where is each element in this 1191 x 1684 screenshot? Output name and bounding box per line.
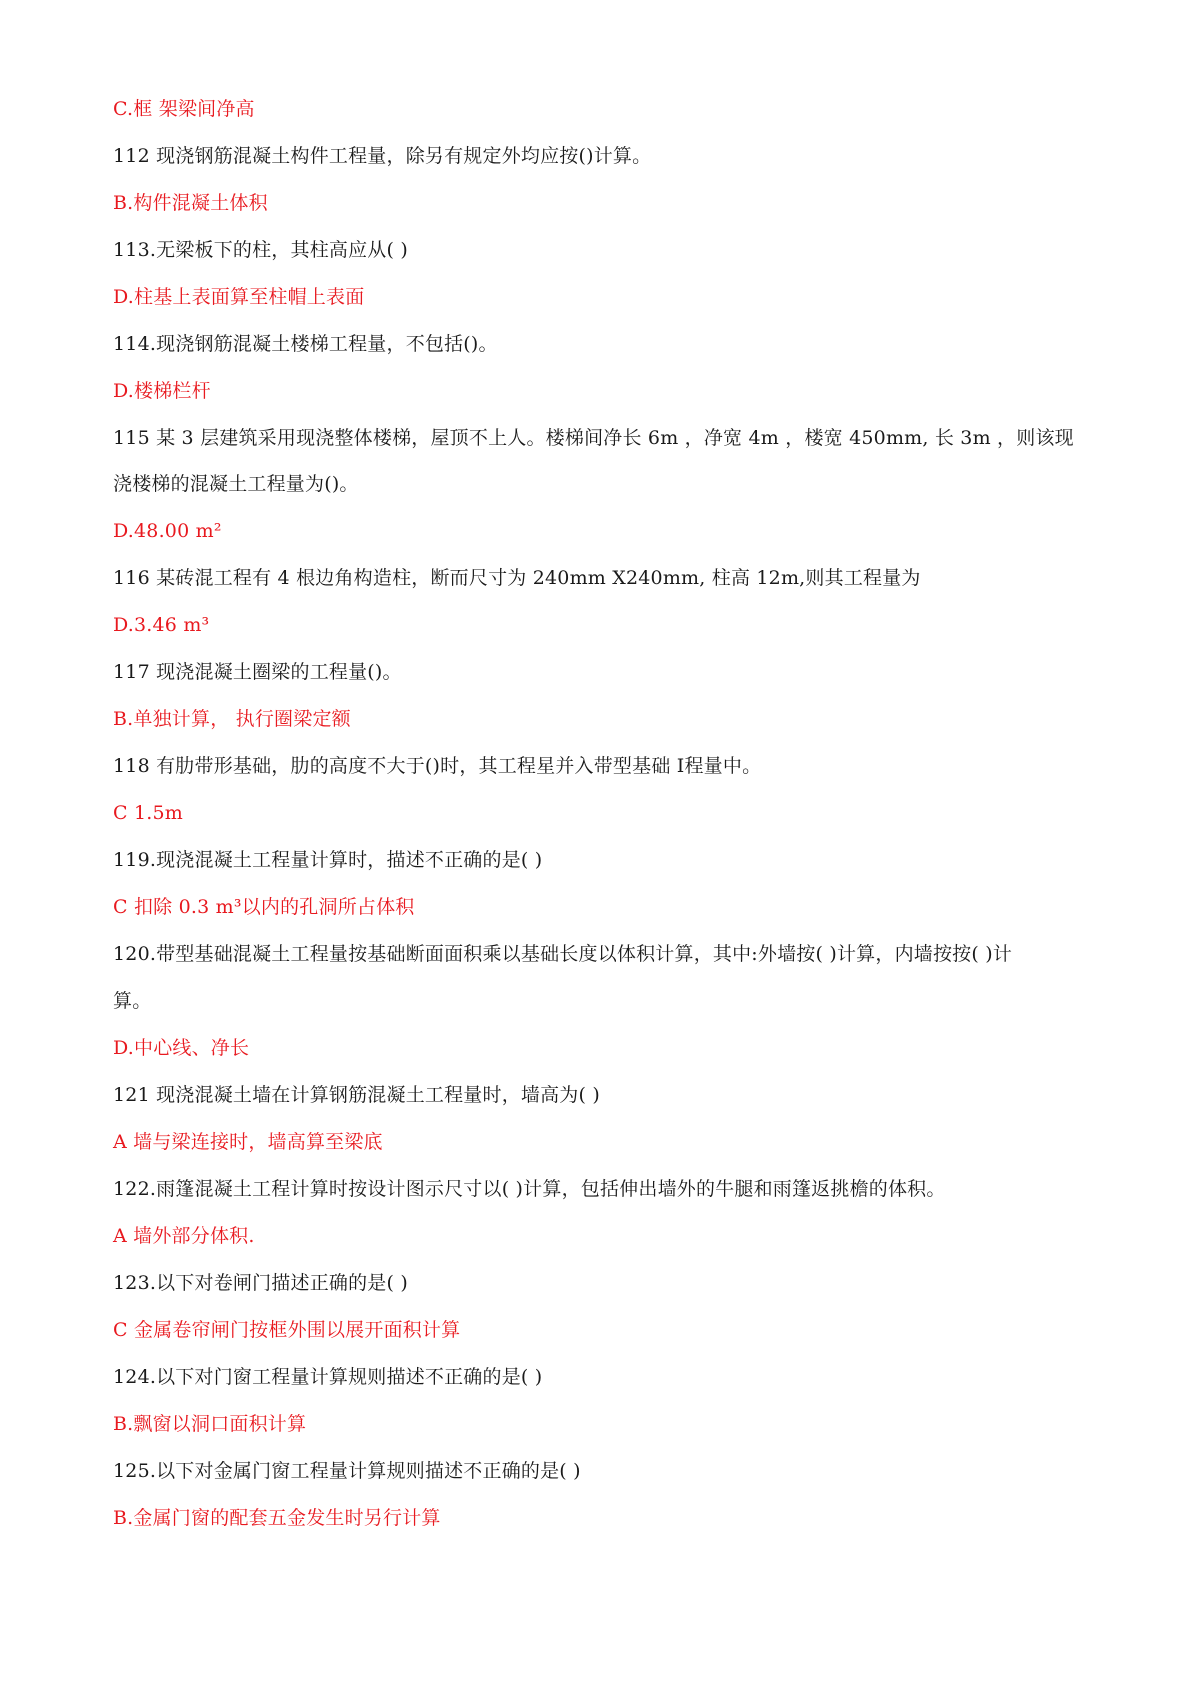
answer-line: C 金属卷帘闸门按框外围以展开面积计算: [113, 1319, 461, 1341]
answer-line: D.中心线、净长: [113, 1037, 250, 1059]
question-line: 114.现浇钢筋混凝土楼梯工程量，不包括()。: [113, 333, 498, 355]
answer-line: A 墙外部分体积.: [113, 1225, 255, 1247]
answer-line: B.构件混凝土体积: [113, 192, 268, 214]
answer-line: B.金属门窗的配套五金发生时另行计算: [113, 1507, 441, 1529]
answer-line: C 1.5m: [113, 802, 184, 824]
answer-line: B.单独计算， 执行圈梁定额: [113, 708, 351, 730]
question-line: 118 有肋带形基础，肋的高度不大于()时，其工程星并入带型基础 I程量中。: [113, 755, 762, 777]
answer-line: D.48.00 m²: [113, 520, 222, 542]
question-line-continued: 浇楼梯的混凝土工程量为()。: [113, 473, 359, 495]
answer-line: A 墙与梁连接时，墙高算至梁底: [113, 1131, 383, 1153]
question-line: 124.以下对门窗工程量计算规则描述不正确的是( ): [113, 1366, 543, 1388]
answer-line: D.楼梯栏杆: [113, 380, 211, 402]
question-line: 115 某 3 层建筑采用现浇整体楼梯，屋顶不上人。楼梯间净长 6m ，净宽 4m ，楼宽 450mm, 长 3m ，则该现: [113, 427, 1074, 449]
question-line: 122.雨篷混凝土工程计算时按设计图示尺寸以( )计算，包括伸出墙外的牛腿和雨篷返挑檐的体积。: [113, 1178, 946, 1200]
answer-line: C.框 架梁间净高: [113, 98, 255, 120]
answer-line: D.柱基上表面算至柱帽上表面: [113, 286, 365, 308]
question-line: 112 现浇钢筋混凝土构件工程量，除另有规定外均应按()计算。: [113, 145, 652, 167]
question-line: 120.带型基础混凝土工程量按基础断面面积乘以基础长度以体积计算，其中:外墙按( )计算，内墙按按( )计: [113, 943, 1013, 965]
answer-line: C 扣除 0.3 m³以内的孔洞所占体积: [113, 896, 415, 918]
question-line: 123.以下对卷闸门描述正确的是( ): [113, 1272, 408, 1294]
question-line: 117 现浇混凝土圈梁的工程量()。: [113, 661, 402, 683]
question-line: 121 现浇混凝土墙在计算钢筋混凝土工程量时，墙高为( ): [113, 1084, 600, 1106]
answer-line: B.飘窗以洞口面积计算: [113, 1413, 307, 1435]
question-line-continued: 算。: [113, 990, 152, 1012]
question-line: 119.现浇混凝土工程量计算时，描述不正确的是( ): [113, 849, 543, 871]
question-line: 113.无梁板下的柱，其柱高应从( ): [113, 239, 408, 261]
answer-line: D.3.46 m³: [113, 614, 210, 636]
question-line: 116 某砖混工程有 4 根边角构造柱，断而尺寸为 240mm X240mm, 柱高 12m,则其工程量为: [113, 567, 921, 589]
question-line: 125.以下对金属门窗工程量计算规则描述不正确的是( ): [113, 1460, 581, 1482]
